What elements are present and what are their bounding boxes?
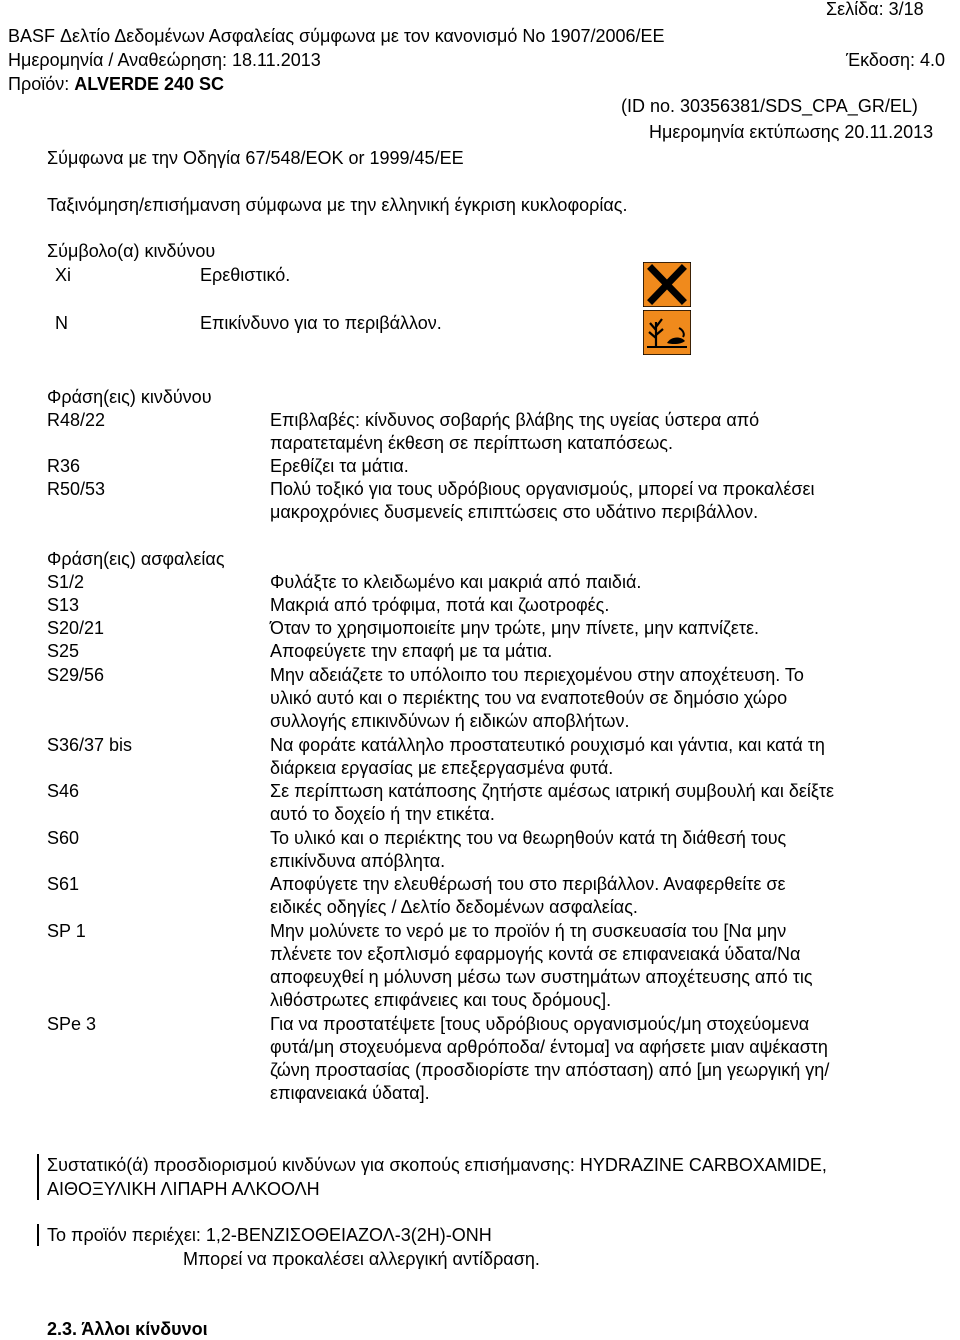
risk-text-line: μακροχρόνιες δυσμενείς επιπτώσεις στο υδάτινο περιβάλλον. (270, 502, 759, 522)
safety-text-line: αποφευχθεί η μόλυνση μέσω των συστημάτων αποχέτευσης από τις (270, 967, 813, 987)
version: Έκδοση: 4.0 (846, 50, 946, 70)
risk-code: R50/53 (47, 479, 106, 499)
safety-text-line: Να φοράτε κατάλληλο προστατευτικό ρουχισμό και γάντια, και κατά τη (270, 735, 825, 755)
document-id: (ID no. 30356381/SDS_CPA_GR/EL) (621, 96, 918, 116)
product-line (8, 74, 224, 94)
hazard-symbols-heading: Σύμβολο(α) κινδύνου (47, 241, 216, 261)
risk-text-line: παρατεταμένη έκθεση σε περίπτωση καταπόσεως. (270, 433, 673, 453)
risk-phrases-heading: Φράση(εις) κινδύνου (47, 387, 212, 407)
safety-code: SPe 3 (47, 1014, 97, 1034)
safety-text-line: Φυλάξτε το κλειδωμένο και μακριά από παιδιά. (270, 572, 642, 592)
components-line: ΑΙΘΟΞΥΛΙΚΗ ΛΙΠΑΡΗ ΑΛΚΟΟΛΗ (47, 1179, 320, 1199)
safety-text-line: Μην μολύνετε το νερό με το προϊόν ή τη συσκευασία του [Να μην (270, 921, 787, 941)
allergy-warning: Μπορεί να προκαλέσει αλλεργική αντίδραση. (183, 1249, 540, 1269)
components-line: Συστατικό(ά) προσδιορισμού κινδύνων για σκοπούς επισήμανσης: HYDRAZINE CARBOXAMIDE, (47, 1155, 827, 1175)
safety-text-line: ειδικές οδηγίες / Δελτίο δεδομένων ασφαλείας. (270, 897, 638, 917)
safety-text-line: αυτό το δοχείο ή την ετικέτα. (270, 804, 495, 824)
product-name: ALVERDE 240 SC (74, 74, 224, 94)
hazard-text-n: Επικίνδυνο για το περιβάλλον. (200, 313, 442, 333)
safety-text-line: Όταν το χρησιμοποιείτε μην τρώτε, μην πίνετε, μην καπνίζετε. (270, 618, 760, 638)
safety-code: S20/21 (47, 618, 105, 638)
safety-text-line: Αποφεύγετε την επαφή με τα μάτια. (270, 641, 553, 661)
page-number: Σελίδα: 3/18 (826, 0, 924, 19)
hazard-code-n: N (55, 313, 68, 333)
product-label: Προϊόν: (8, 74, 70, 94)
document-title: BASF Δελτίο Δεδομένων Ασφαλείας σύμφωνα με τον κανονισμό No 1907/2006/EE (8, 26, 665, 46)
section-heading: 2.3. Άλλοι κίνδυνοι (47, 1319, 208, 1339)
safety-code: S60 (47, 828, 80, 848)
safety-code: S29/56 (47, 665, 105, 685)
classification-text: Ταξινόμηση/επισήμανση σύμφωνα με την ελληνική έγκριση κυκλοφορίας. (47, 195, 628, 215)
safety-code: S13 (47, 595, 80, 615)
safety-code: S25 (47, 641, 80, 661)
directive-text: Σύμφωνα με την Οδηγία 67/548/ΕΟΚ or 1999/45/EE (47, 148, 464, 168)
risk-text-line: Πολύ τοξικό για τους υδρόβιους οργανισμούς, μπορεί να προκαλέσει (270, 479, 815, 499)
safety-text-line: Για να προστατέψετε [τους υδρόβιους οργανισμούς/μη στοχεύομενα (270, 1014, 810, 1034)
safety-text-line: επικίνδυνα απόβλητα. (270, 851, 446, 871)
hazard-text-xi: Ερεθιστικό. (200, 265, 291, 285)
safety-text-line: Αποφύγετε την ελευθέρωσή του στο περιβάλλον. Αναφερθείτε σε (270, 874, 786, 894)
change-bar (37, 1154, 39, 1200)
safety-text-line: υλικό αυτό και ο περιέκτης του να εναποτεθούν σε δημόσιο χώρο (270, 688, 788, 708)
safety-text-line: φυτά/μη στοχευόμενα αρθρόποδα/ έντομα] να αφήσετε μιαν αψέκαστη (270, 1037, 828, 1057)
safety-phrases-heading: Φράση(εις) ασφαλείας (47, 549, 225, 569)
hazard-code-xi: Xi (55, 265, 72, 285)
risk-text-line: Επιβλαβές: κίνδυνος σοβαρής βλάβης της υγείας ύστερα από (270, 410, 760, 430)
safety-text-line: Σε περίπτωση κατάποσης ζητήστε αμέσως ιατρική συμβουλή και δείξτε (270, 781, 835, 801)
safety-text-line: διάρκεια εργασίας με επεξεργασμένα φυτά. (270, 758, 614, 778)
safety-text-line: συλλογής επικινδύνων ή ειδικών αποβλήτων. (270, 711, 630, 731)
safety-text-line: Μην αδειάζετε το υπόλοιπο του περιεχομένου στην αποχέτευση. Το (270, 665, 804, 685)
safety-code: S36/37 bis (47, 735, 133, 755)
safety-text-line: ζώνη προστασίας (προσδιορίστε την απόσταση) από [μη γεωργική γη/ (270, 1060, 830, 1080)
safety-code: S61 (47, 874, 80, 894)
irritant-x-icon (643, 262, 691, 307)
safety-text-line: Το υλικό και ο περιέκτης του να θεωρηθούν κατά τη διάθεσή τους (270, 828, 787, 848)
contains-text: Το προϊόν περιέχει: 1,2-ΒΕΝΖΙΣΟΘΕΙΑΖΟΛ-3(2Η)-ΟΝΗ (47, 1225, 492, 1245)
change-bar (37, 1224, 39, 1246)
safety-text-line: Μακριά από τρόφιμα, ποτά και ζωοτροφές. (270, 595, 610, 615)
safety-text-line: πλένετε τον εξοπλισμό εφαρμογής κοντά σε επιφανειακά ύδατα/Να (270, 944, 801, 964)
environment-hazard-icon (643, 310, 691, 355)
risk-text-line: Ερεθίζει τα μάτια. (270, 456, 409, 476)
safety-code: S1/2 (47, 572, 85, 592)
safety-code: S46 (47, 781, 80, 801)
safety-code: SP 1 (47, 921, 86, 941)
safety-text-line: λιθόστρωτες επιφάνειες και τους δρόμους]. (270, 990, 612, 1010)
safety-text-line: επιφανειακά ύδατα]. (270, 1083, 430, 1103)
risk-code: R36 (47, 456, 81, 476)
risk-code: R48/22 (47, 410, 106, 430)
print-date: Ημερομηνία εκτύπωσης 20.11.2013 (649, 122, 934, 142)
revision-date: Ημερομηνία / Αναθεώρηση: 18.11.2013 (8, 50, 321, 70)
